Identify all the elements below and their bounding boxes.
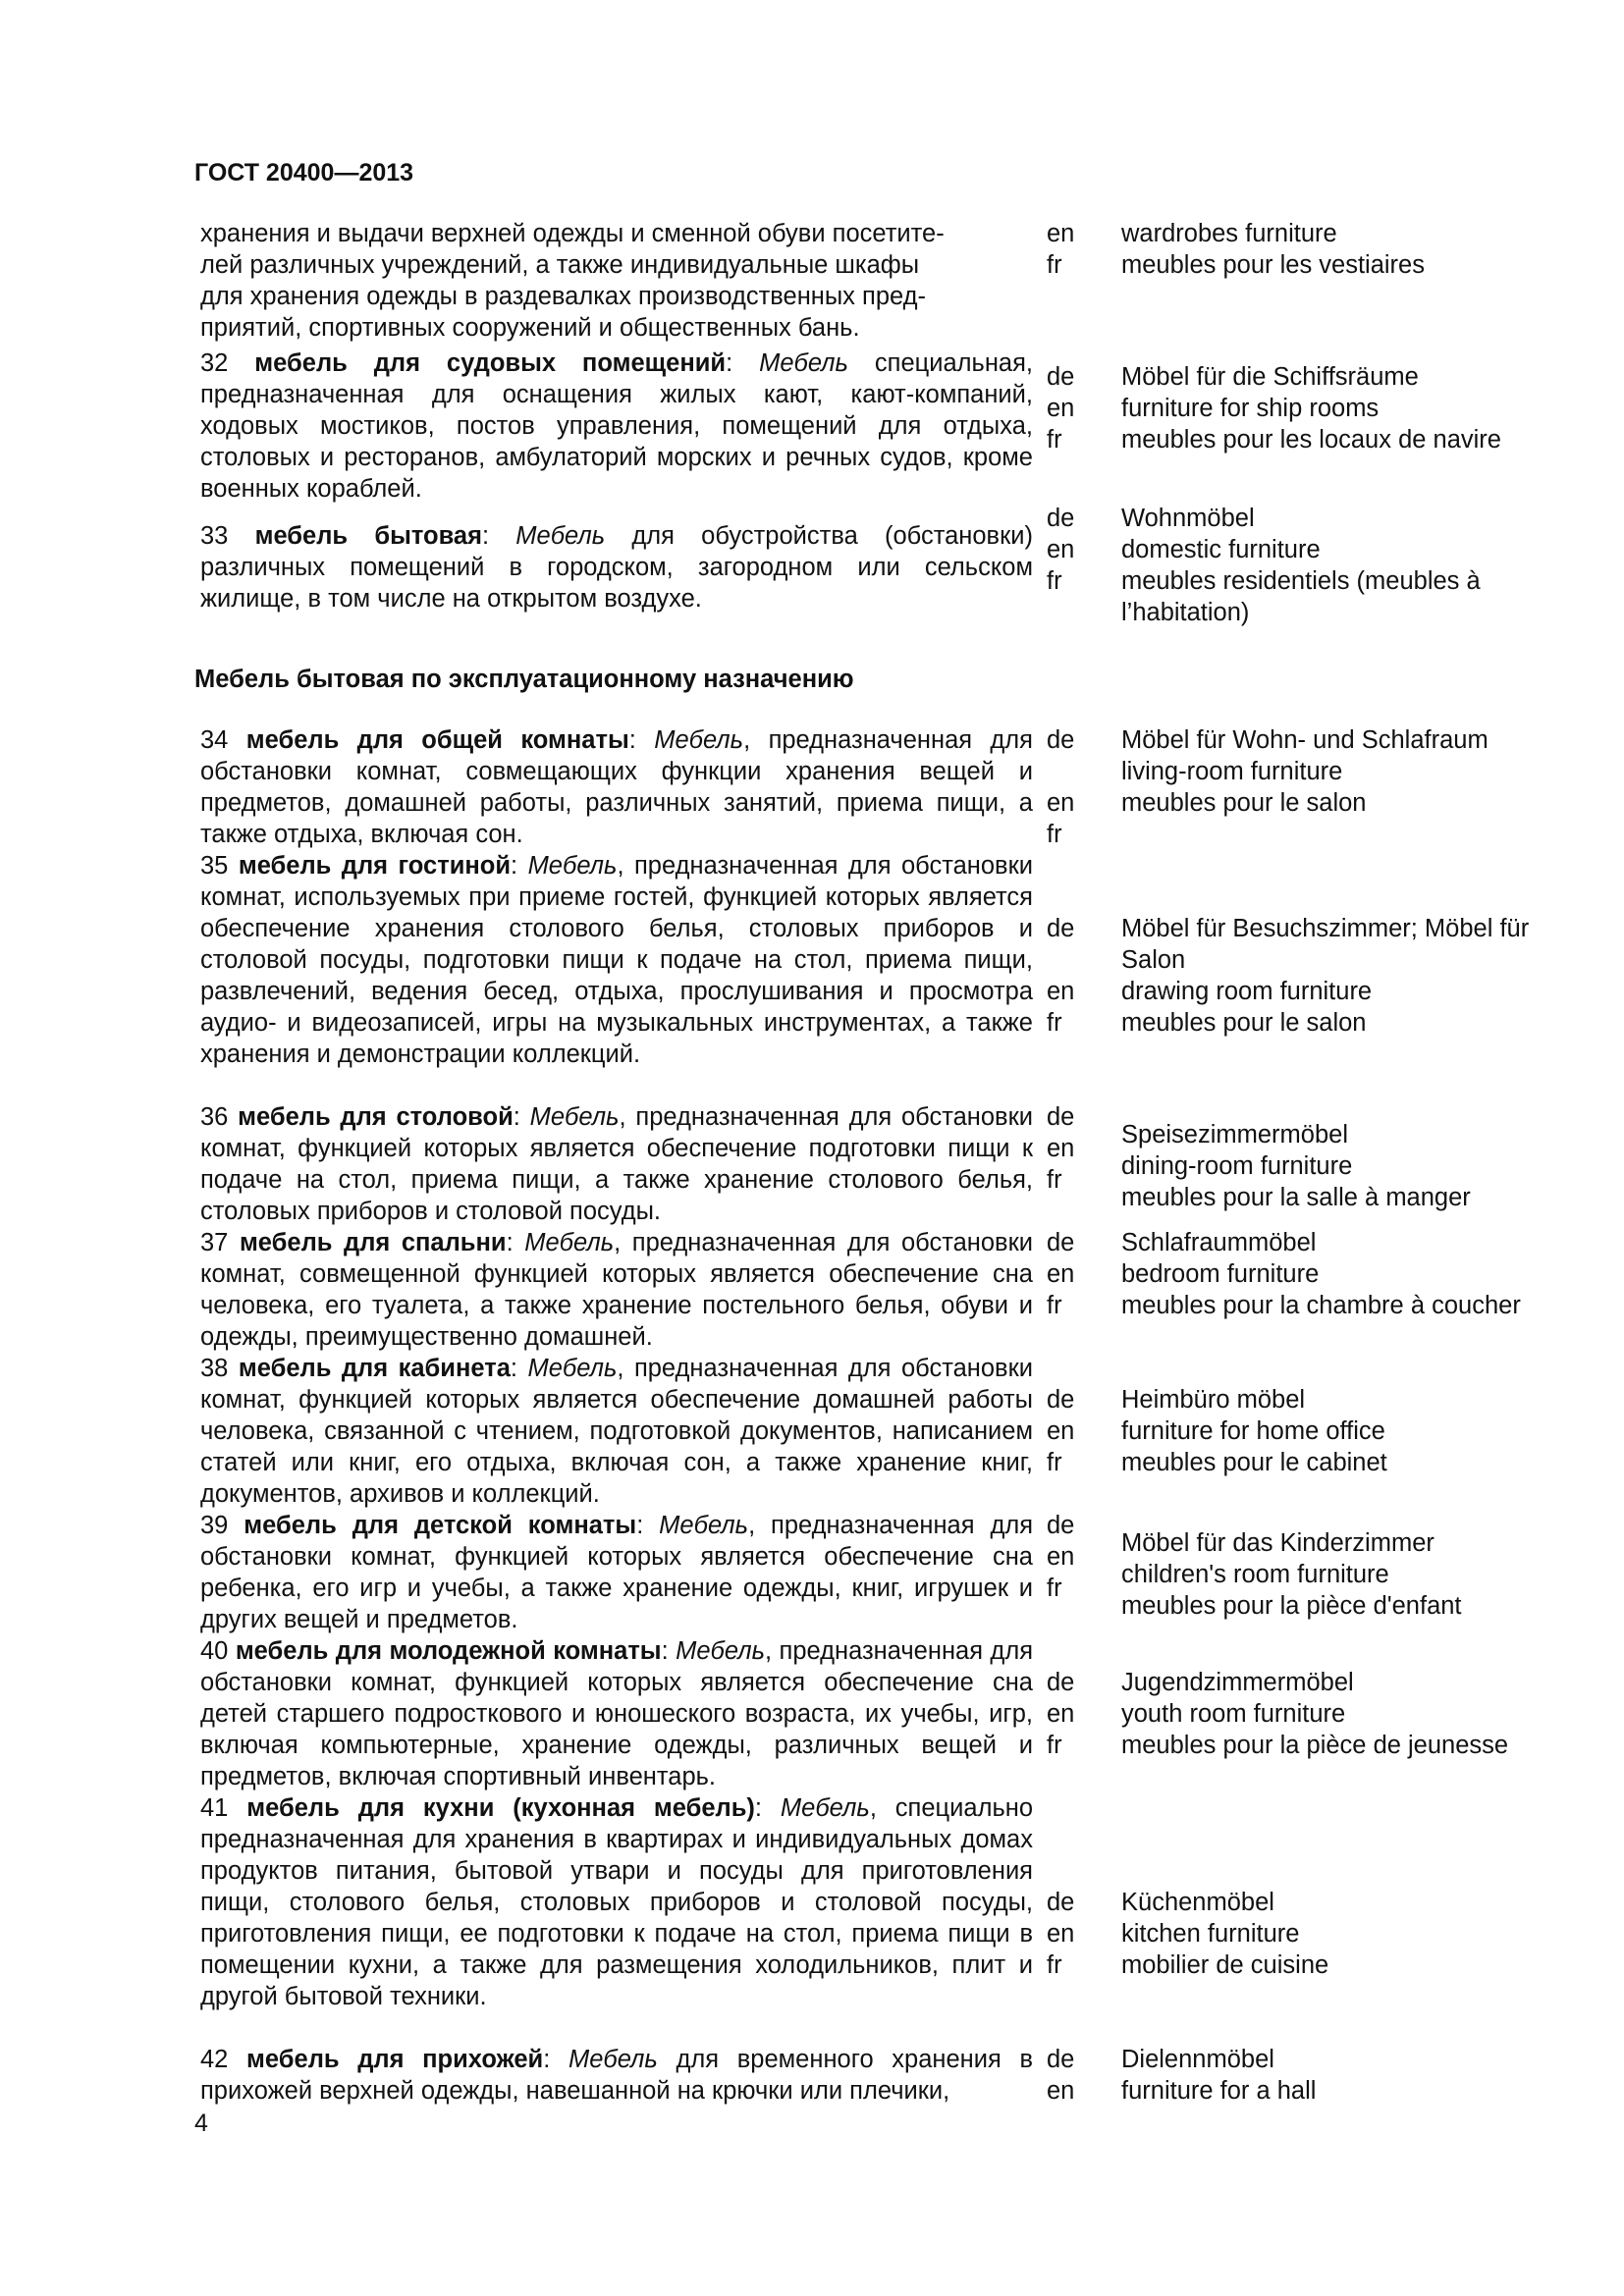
definition-text: 38 мебель для кабинета: Мебель, предназначенная для обстановки комнат, функцией которых является обеспечение домашней работы человека, связанной с чтением, подготовкой документов, написанием статей или книг, его отдыха, включая сон, а также хранение книг, документов, архивов и коллекций. — [200, 1355, 1033, 1508]
term-entry-40 — [200, 1635, 1575, 1792]
definition-text: 40 мебель для молодежной комнаты: Мебель, предназначенная для обстановки комнат, функцией которых является обеспечение сна детей старшего подросткового и юношеского возраста, их учебы, игр, включая компьютерные, хранение одежды, различных вещей и предметов, включая спортивный инвентарь. — [200, 1637, 1034, 1790]
definition-text: хранения и выдачи верхней одежды и сменной обуви посетите- лей различных учреждений, а также индивидуальные шкафы для хранения одежды в раздевалках производственных пред- приятий, спортивных сооружений и общественных бань. — [200, 220, 945, 342]
term-name: мебель для судовых помещений — [254, 349, 727, 377]
foreign-equivalents: Möbel für die Schiffsräume furniture for ship rooms meubles pour les locaux de navire — [1121, 363, 1501, 454]
foreign-equivalents: Möbel für Besuchszimmer; Möbel für Salon drawing room furniture meubles pour le salon — [1121, 915, 1530, 1037]
term-entry-36 — [200, 1101, 1575, 1227]
term-name: мебель для детской комнаты — [244, 1512, 637, 1539]
language-codes: de en fr — [1047, 1512, 1075, 1602]
term-entry-39 — [200, 1510, 1575, 1635]
language-codes: de en fr — [1047, 1229, 1075, 1319]
foreign-equivalents: Jugendzimmermöbel youth room furniture meubles pour la pièce de jeunesse — [1121, 1669, 1509, 1759]
term-entry-31-continued — [200, 218, 1575, 344]
page-number: 4 — [194, 2109, 208, 2137]
definition-text: 39 мебель для детской комнаты: Мебель, предназначенная для обстановки комнат, функцией которых является обеспечение сна ребенка, его игр и учебы, а также хранение одежды, книг, игрушек и других вещей и предметов. — [200, 1512, 1034, 1633]
term-name: мебель для спальни — [239, 1229, 507, 1256]
definition-text: 34 мебель для общей комнаты: Мебель, предназначенная для обстановки комнат, совмещающих функции хранения вещей и предметов, домашней работы, различных занятий, приема пищи, а также отдыха, включая сон. — [200, 726, 1033, 848]
language-codes: de en fr — [1047, 1889, 1075, 1979]
definition-text: 37 мебель для спальни: Мебель, предназначенная для обстановки комнат, совмещенной функцией которых является обеспечение сна человека, его туалета, а также хранение постельного белья, обуви и одежды, преимущественно домашней. — [200, 1229, 1034, 1351]
definition-text: 32 мебель для судовых помещений: Мебель специальная, предназначенная для оснащения жилых кают, кают-компаний, ходовых мостиков, постов управления, помещений для отдыха, столовых и ресторанов, амбулаторий морских и речных судов, кроме военных кораблей. — [200, 349, 1033, 503]
term-name: мебель для кабинета — [238, 1355, 511, 1382]
term-entry-37 — [200, 1227, 1575, 1353]
foreign-equivalents: Möbel für Wohn- und Schlafraum living-room furniture meubles pour le salon — [1121, 726, 1489, 817]
term-entry-34 — [200, 724, 1575, 850]
term-entry-33 — [200, 505, 1575, 626]
language-codes: de en fr — [1047, 915, 1075, 1037]
term-name: мебель для прихожей — [246, 2046, 544, 2073]
term-name: мебель для столовой — [238, 1103, 514, 1131]
language-codes: de en — [1047, 2046, 1075, 2105]
foreign-equivalents: Küchenmöbel kitchen furniture mobilier de cuisine — [1121, 1889, 1329, 1979]
term-entry-35 — [200, 850, 1575, 1070]
definition-text: 33 мебель бытовая: Мебель для обустройства (обстановки) различных помещений в городском, загородном или сельском жилище, в том числе на открытом воздухе. — [200, 522, 1033, 613]
term-entry-32 — [200, 347, 1575, 505]
language-codes: de en fr — [1047, 1386, 1075, 1476]
foreign-equivalents: Speisezimmermöbel dining-room furniture meubles pour la salle à manger — [1121, 1121, 1471, 1211]
language-codes: de en fr — [1047, 1103, 1075, 1194]
term-entry-38 — [200, 1353, 1575, 1510]
definition-text: 41 мебель для кухни (кухонная мебель): Мебель, специально предназначенная для хранения в квартирах и индивидуальных домах продуктов питания, бытовой утвари и посуды для приготовления пищи, столового белья, столовых приборов и столовой посуды, приготовления пищи, ее подготовки к подаче на стол, приема пищи в помещении кухни, а также для размещения холодильников, плит и другой бытовой техники. — [200, 1794, 1033, 2010]
foreign-equivalents: Möbel für das Kinderzimmer children's room furniture meubles pour la pièce d'enfant — [1121, 1529, 1462, 1620]
language-codes: de en fr — [1047, 363, 1075, 454]
language-codes: de en fr — [1047, 505, 1075, 595]
term-name: мебель для гостиной — [238, 852, 512, 880]
language-codes: en fr — [1047, 220, 1075, 279]
language-codes: de en fr — [1047, 1669, 1075, 1759]
language-codes: de en fr — [1047, 726, 1075, 848]
definition-text: 42 мебель для прихожей: Мебель для временного хранения в прихожей верхней одежды, навешанной на крючки или плечики, — [200, 2046, 1034, 2105]
definition-text: 35 мебель для гостиной: Мебель, предназначенная для обстановки комнат, используемых при приеме гостей, функцией которых является обеспечение хранения столового белья, столовых приборов и столовой посуды, подготовки пищи к подаче на стол, приема пищи, развлечений, ведения бесед, отдыха, прослушивания и просмотра аудио- и видеозаписей, игры на музыкальных инструментах, а также хранения и демонстрации коллекций. — [200, 852, 1033, 1068]
term-name: мебель для молодежной комнаты — [235, 1637, 662, 1665]
foreign-equivalents: Wohnmöbel domestic furniture meubles residentiels (meubles à l’habitation) — [1121, 505, 1481, 626]
foreign-equivalents: Schlafraummöbel bedroom furniture meubles pour la chambre à coucher — [1121, 1229, 1521, 1319]
term-name: мебель бытовая — [254, 522, 482, 550]
foreign-equivalents: Dielennmöbel furniture for a hall — [1121, 2046, 1317, 2105]
page-header: ГОСТ 20400—2013 — [194, 159, 414, 187]
definition-text: 36 мебель для столовой: Мебель, предназначенная для обстановки комнат, функцией которых является обеспечение подготовки пищи к подаче на стол, приема пищи, а также хранение столового белья, столовых приборов и столовой посуды. — [200, 1103, 1033, 1225]
term-entry-42 — [200, 2044, 1575, 2107]
foreign-equivalents: Heimbüro möbel furniture for home office meubles pour le cabinet — [1121, 1386, 1387, 1476]
term-name: мебель для общей комнаты — [245, 726, 629, 754]
section-heading: Мебель бытовая по эксплуатационному назначению — [194, 666, 854, 693]
term-name: мебель для кухни (кухонная мебель) — [246, 1794, 755, 1822]
foreign-equivalents: wardrobes furniture meubles pour les vestiaires — [1121, 220, 1425, 279]
term-entry-41 — [200, 1792, 1575, 2012]
